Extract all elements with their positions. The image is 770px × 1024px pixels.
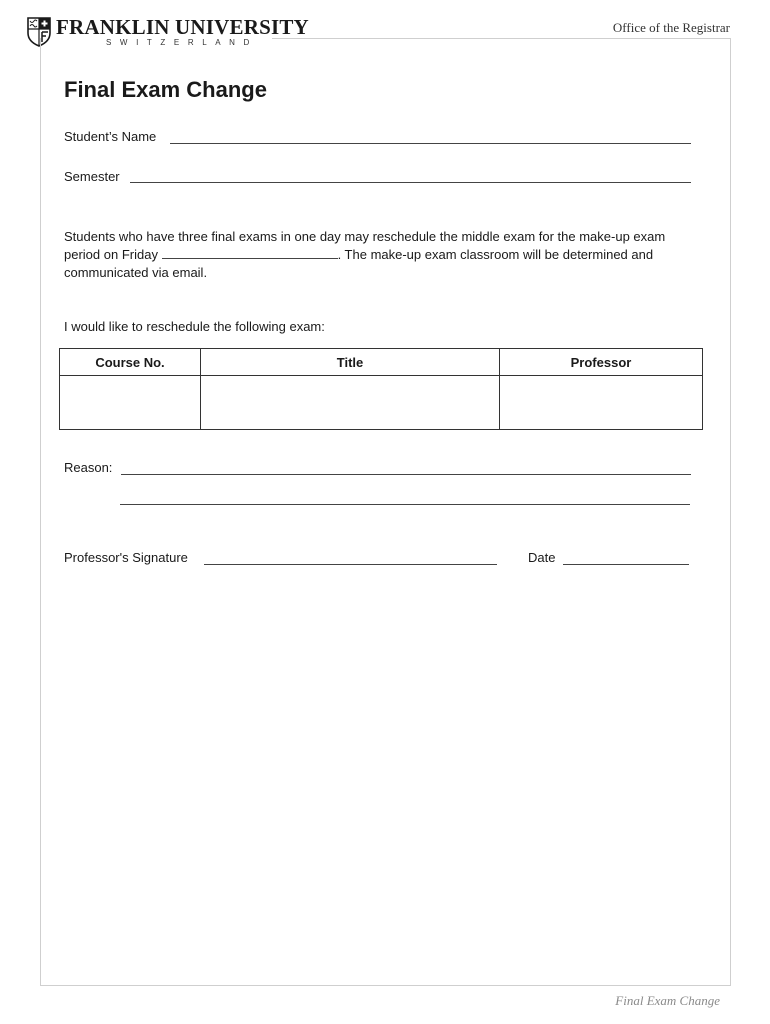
course-no-header: Course No. xyxy=(60,349,201,376)
date-label: Date xyxy=(528,550,556,565)
professor-cell[interactable] xyxy=(500,376,703,430)
makeup-date-field[interactable] xyxy=(162,246,338,259)
signature-field[interactable] xyxy=(204,564,497,565)
footer-title: Final Exam Change xyxy=(615,993,720,1008)
instructions-paragraph xyxy=(64,228,704,282)
student-name-field[interactable] xyxy=(170,143,691,144)
table-row xyxy=(60,376,703,430)
semester-label: Semester xyxy=(64,169,120,184)
university-name: FRANKLIN UNIVERSITY xyxy=(56,15,309,39)
office-label: Office of the Registrar xyxy=(612,20,730,35)
university-location: SWITZERLAND xyxy=(106,38,258,47)
student-name-label: Student’s Name xyxy=(64,129,157,144)
reason-label: Reason: xyxy=(64,460,113,475)
professor-header: Professor xyxy=(500,349,703,376)
date-field[interactable] xyxy=(563,564,689,565)
reschedule-prompt: I would like to reschedule the following exam: xyxy=(64,319,325,334)
instructions-text-part1: Students who have three final exams in one day may reschedule the middle exam for the make-up exam period on Friday xyxy=(64,229,666,262)
page-frame xyxy=(40,38,731,986)
reason-field-line-1[interactable] xyxy=(121,474,691,475)
title-cell[interactable] xyxy=(201,376,500,430)
course-no-cell[interactable] xyxy=(60,376,201,430)
semester-field[interactable] xyxy=(130,182,691,183)
signature-label: Professor's Signature xyxy=(64,550,188,565)
exam-table xyxy=(59,348,703,430)
reason-field-line-2[interactable] xyxy=(120,504,690,505)
title-header: Title xyxy=(201,349,500,376)
instructions-text-part2: . The make-up exam classroom will be determined and communicated via email. xyxy=(64,247,654,280)
form-title: Final Exam Change xyxy=(64,77,267,102)
table-header-row xyxy=(60,349,703,376)
